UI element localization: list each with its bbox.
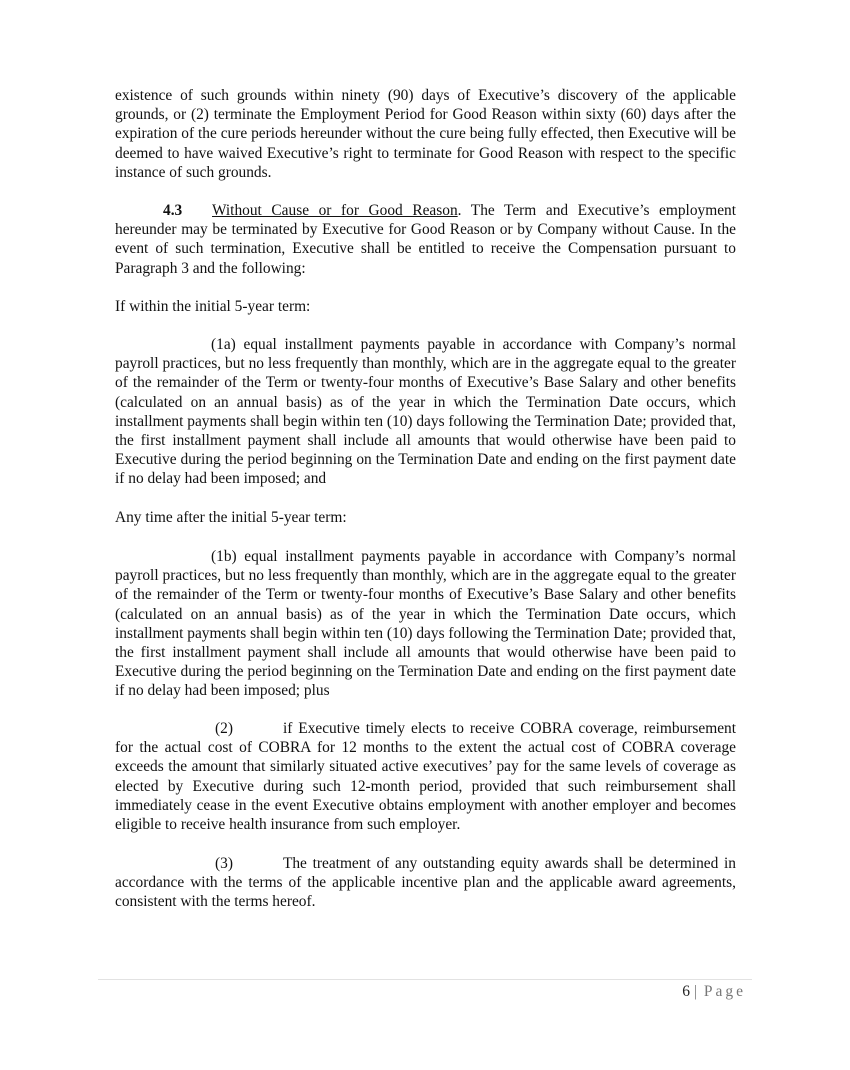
paragraph-1b: (1b) equal installment payments payable in accordance with Company’s normal payroll practices, but no less frequently than monthly, which are in the aggregate equal to the greater of the remainder of the Term or twenty-four months of Executive’s Base Salary and other benefits (calculated on an annual basis) as of the year in which the Termination Date occurs, which installment payments shall begin within ten (10) days following the Termination Date; provided that, the first installment payment shall include all amounts that would otherwise have been paid to Executive during the period beginning on the Termination Date and ending on the first payment date if no delay had been imposed; plus xyxy=(115,548,736,700)
page-label: Page xyxy=(703,983,746,1000)
paragraph-2 xyxy=(115,719,736,834)
page-separator: | xyxy=(693,983,700,1000)
paragraph-1a: (1a) equal installment payments payable in accordance with Company’s normal payroll practices, but no less frequently than monthly, which are in the aggregate equal to the greater of the remainder of the Term or twenty-four months of Executive’s Base Salary and other benefits (calculated on an annual basis) as of the year in which the Termination Date occurs, which installment payments shall begin within ten (10) days following the Termination Date; provided that, the first installment payment shall include all amounts that would otherwise have been paid to Executive during the period beginning on the Termination Date and ending on the first payment date if no delay had been imposed; and xyxy=(115,336,736,488)
item-number: (2) xyxy=(215,720,233,737)
section-number: 4.3 xyxy=(163,202,183,219)
item-body: The treatment of any outstanding equity awards shall be determined in accordance with the terms of the applicable incentive plan and the applicable award agreements, consistent with the terms hereof. xyxy=(115,855,736,911)
paragraph-3 xyxy=(115,854,736,912)
section-4-3 xyxy=(115,201,736,278)
item-number: (3) xyxy=(215,855,233,872)
footer-divider xyxy=(98,979,752,980)
section-heading: Without Cause or for Good Reason xyxy=(212,202,458,219)
paragraph-continuation: existence of such grounds within ninety (90) days of Executive’s discovery of the applicable grounds, or (2) terminate the Employment Period for Good Reason within sixty (60) days after the expiration of the cure periods hereunder without the cure being fully effected, then Executive will be deemed to have waived Executive’s right to terminate for Good Reason with respect to the specific instance of such grounds. xyxy=(115,87,736,181)
page-footer xyxy=(682,983,746,1001)
section-body: . The Term and Executive’s employment hereunder may be terminated by Executive for Good Reason or by Company without Cause. In the event of such termination, Executive shall be entitled to receive the Compensation pursuant to Paragraph 3 and the following: xyxy=(115,202,736,277)
after-term-label: Any time after the initial 5-year term: xyxy=(115,509,347,526)
initial-term-label: If within the initial 5-year term: xyxy=(115,298,311,315)
page-number: 6 xyxy=(682,983,690,1000)
item-body: if Executive timely elects to receive COBRA coverage, reimbursement for the actual cost of COBRA for 12 months to the extent the actual cost of COBRA coverage exceeds the amount that similarly situated active executives’ pay for the same levels of coverage as elected by Executive during such 12-month period, provided that such reimbursement shall immediately cease in the event Executive obtains employment with another employer and becomes eligible to receive health insurance from such employer. xyxy=(115,720,736,834)
